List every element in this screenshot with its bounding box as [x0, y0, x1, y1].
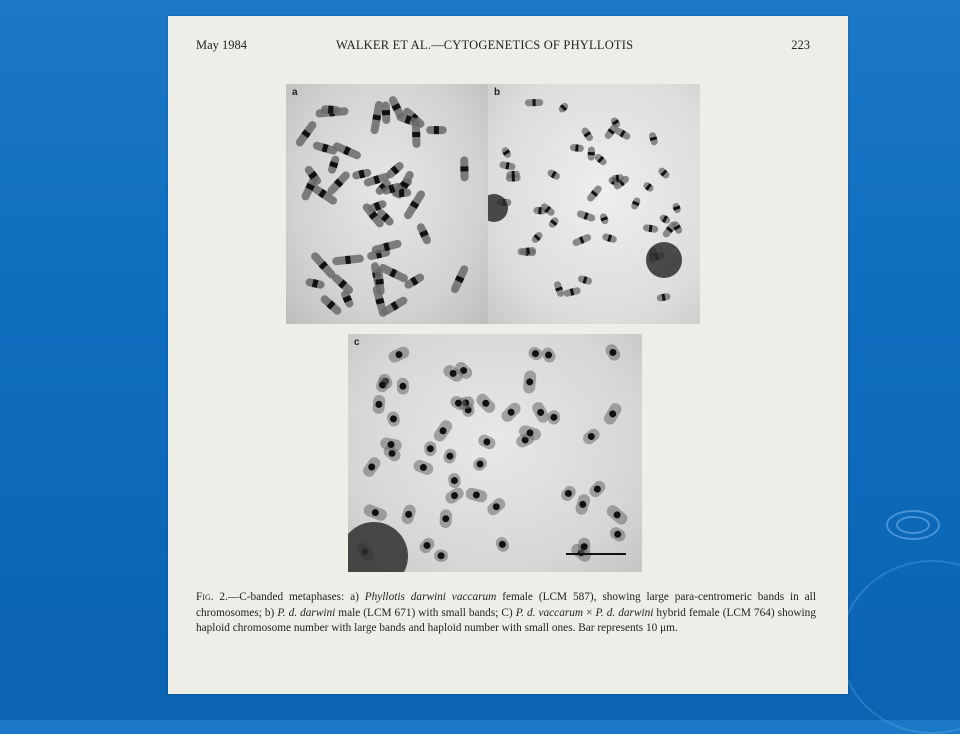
chromosome: [523, 370, 537, 394]
chromosome: [506, 171, 520, 179]
chromosome: [434, 549, 449, 562]
ripple-decoration: [840, 560, 960, 734]
chromosome-spread-a: [286, 84, 488, 324]
chromosome: [547, 216, 559, 229]
chromosome: [557, 101, 569, 114]
chromosome: [442, 447, 458, 465]
chromosome: [559, 483, 579, 503]
chromosome: [546, 168, 561, 181]
running-head: [168, 36, 848, 56]
chromosome: [412, 458, 435, 476]
chromosome: [580, 126, 594, 142]
chromosome: [604, 503, 629, 527]
chromosome: [443, 485, 466, 506]
chromosome: [416, 222, 433, 246]
caption-text: male (LCM 671) with small bands; C): [335, 606, 516, 619]
chromosome: [603, 342, 622, 363]
chromosome: [588, 146, 595, 160]
species-name: P. d. darwini: [277, 606, 336, 619]
micrograph-panel-a: [286, 84, 488, 324]
chromosome: [601, 233, 617, 244]
chromosome: [602, 401, 624, 427]
chromosome: [570, 144, 585, 152]
figure-caption: [196, 590, 816, 637]
chromosome: [499, 161, 516, 171]
chromosome: [397, 378, 410, 395]
chromosome: [587, 479, 608, 500]
chromosome: [499, 400, 523, 424]
chromosome: [400, 503, 417, 525]
caption-text: female (LCM 587), showing large para-centromeric bands in all chromosomes; b): [196, 591, 816, 619]
chromosome: [362, 503, 389, 523]
chromosome: [447, 472, 461, 489]
chromosome: [608, 525, 628, 544]
chromosome: [672, 202, 682, 214]
ripple-decoration: [896, 516, 930, 534]
chromosome: [340, 289, 355, 309]
chromosome: [576, 210, 596, 223]
caption-text: ×: [583, 606, 596, 619]
chromosome: [658, 213, 671, 224]
micrograph-panel-c: [348, 334, 642, 572]
chromosome: [432, 418, 455, 444]
chromosome: [501, 146, 513, 159]
chromosome: [581, 426, 602, 446]
chromosome: [379, 436, 403, 452]
chromosome: [372, 394, 386, 414]
chromosome: [417, 535, 437, 555]
chromosome: [578, 538, 590, 556]
chromosome: [563, 286, 582, 297]
caption-text: hybrid female (LCM 764) showing haploid chromosome number with large bands and haploid number with small ones. Bar represents 10 μm.: [196, 606, 816, 634]
chromosome-spread-c: [348, 334, 642, 572]
chromosome: [656, 293, 671, 302]
chromosome: [642, 181, 655, 193]
chromosome: [439, 509, 452, 528]
chromosome: [450, 264, 470, 295]
chromosome: [332, 254, 364, 265]
chromosome: [577, 275, 593, 286]
caption-intro: —C-banded metaphases: a): [227, 591, 365, 603]
chromosome: [630, 196, 641, 210]
chromosome: [525, 99, 544, 106]
chromosome: [571, 233, 592, 247]
figure-label: Fig. 2.: [196, 591, 228, 603]
chromosome: [464, 486, 488, 503]
chromosome: [548, 410, 560, 425]
chromosome: [540, 345, 558, 364]
chromosome: [387, 345, 412, 365]
chromosome: [648, 131, 658, 146]
chromosome: [309, 251, 337, 280]
species-name: Phyllotis darwini vaccarum: [364, 591, 497, 603]
chromosome: [424, 441, 436, 456]
chromosome: [642, 224, 658, 233]
chromosome: [471, 455, 490, 473]
chromosome: [321, 105, 341, 114]
interphase-nucleus: [646, 242, 682, 278]
interphase-nucleus: [488, 194, 508, 222]
chromosome: [370, 100, 384, 134]
interphase-nucleus: [348, 522, 408, 572]
chromosome: [386, 410, 402, 428]
chromosome: [593, 152, 608, 166]
panel-label-b: b: [494, 87, 501, 98]
chromosome: [657, 166, 671, 180]
chromosome: [530, 400, 551, 425]
species-name: P. d. vaccarum: [515, 606, 584, 619]
chromosome-spread-b: [488, 84, 700, 324]
chromosome: [586, 184, 603, 203]
chromosome: [485, 496, 508, 518]
chromosome: [476, 433, 497, 452]
chromosome: [530, 231, 544, 245]
chromosome: [494, 535, 511, 554]
panel-label-c: c: [354, 337, 360, 348]
chromosome: [474, 391, 498, 415]
journal-page: [168, 16, 848, 694]
chromosome: [553, 280, 565, 297]
article-running-title: WALKER ET AL.—CYTOGENETICS OF PHYLLOTIS: [336, 38, 634, 52]
chromosome: [327, 155, 340, 175]
chromosome: [305, 278, 326, 290]
chromosome: [599, 212, 609, 225]
page-number: 223: [791, 38, 810, 52]
chromosome: [361, 455, 383, 479]
chromosome: [460, 156, 468, 181]
chromosome: [326, 170, 352, 197]
micrograph-panel-b: [488, 84, 700, 324]
issue-date: May 1984: [196, 38, 248, 52]
chromosome: [426, 126, 447, 134]
chromosome: [574, 493, 592, 516]
panel-label-a: a: [292, 87, 298, 98]
species-name: P. d. darwini: [595, 606, 654, 619]
chromosome: [319, 294, 343, 317]
